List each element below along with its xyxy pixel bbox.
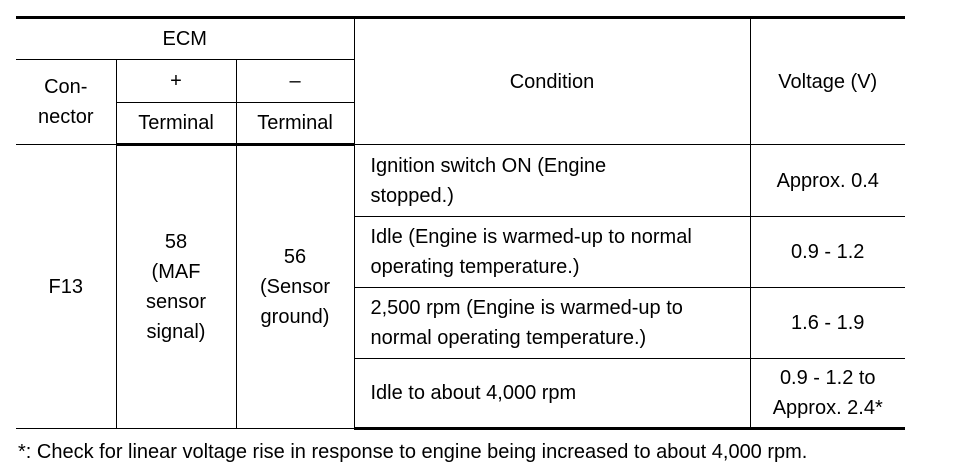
connector-header: Con- nector <box>16 60 116 145</box>
voltage-header: Voltage (V) <box>750 18 905 145</box>
condition-cell: Idle to about 4,000 rpm <box>354 359 750 429</box>
plus-terminal-cell: 58 (MAF sensor signal) <box>116 145 236 429</box>
terminal-plus-header: Terminal <box>116 103 236 145</box>
voltage-cell: 1.6 - 1.9 <box>750 288 905 359</box>
minus-terminal-cell: 56 (Sensor ground) <box>236 145 354 429</box>
voltage-cell: Approx. 0.4 <box>750 145 905 217</box>
plus-header: + <box>116 60 236 103</box>
condition-cell: Ignition switch ON (Engine stopped.) <box>354 145 750 217</box>
voltage-cell: 0.9 - 1.2 <box>750 217 905 288</box>
condition-header: Condition <box>354 18 750 145</box>
ecm-terminal-voltage-table <box>16 16 905 430</box>
ecm-header: ECM <box>16 18 354 60</box>
connector-cell: F13 <box>16 145 116 429</box>
footnote: *: Check for linear voltage rise in response to engine being increased to about 4,000 rpm. <box>18 441 808 463</box>
condition-cell: Idle (Engine is warmed-up to normal operating temperature.) <box>354 217 750 288</box>
minus-header: – <box>236 60 354 103</box>
voltage-cell: 0.9 - 1.2 to Approx. 2.4* <box>750 359 905 429</box>
condition-cell: 2,500 rpm (Engine is warmed-up to normal operating temperature.) <box>354 288 750 359</box>
terminal-minus-header: Terminal <box>236 103 354 145</box>
